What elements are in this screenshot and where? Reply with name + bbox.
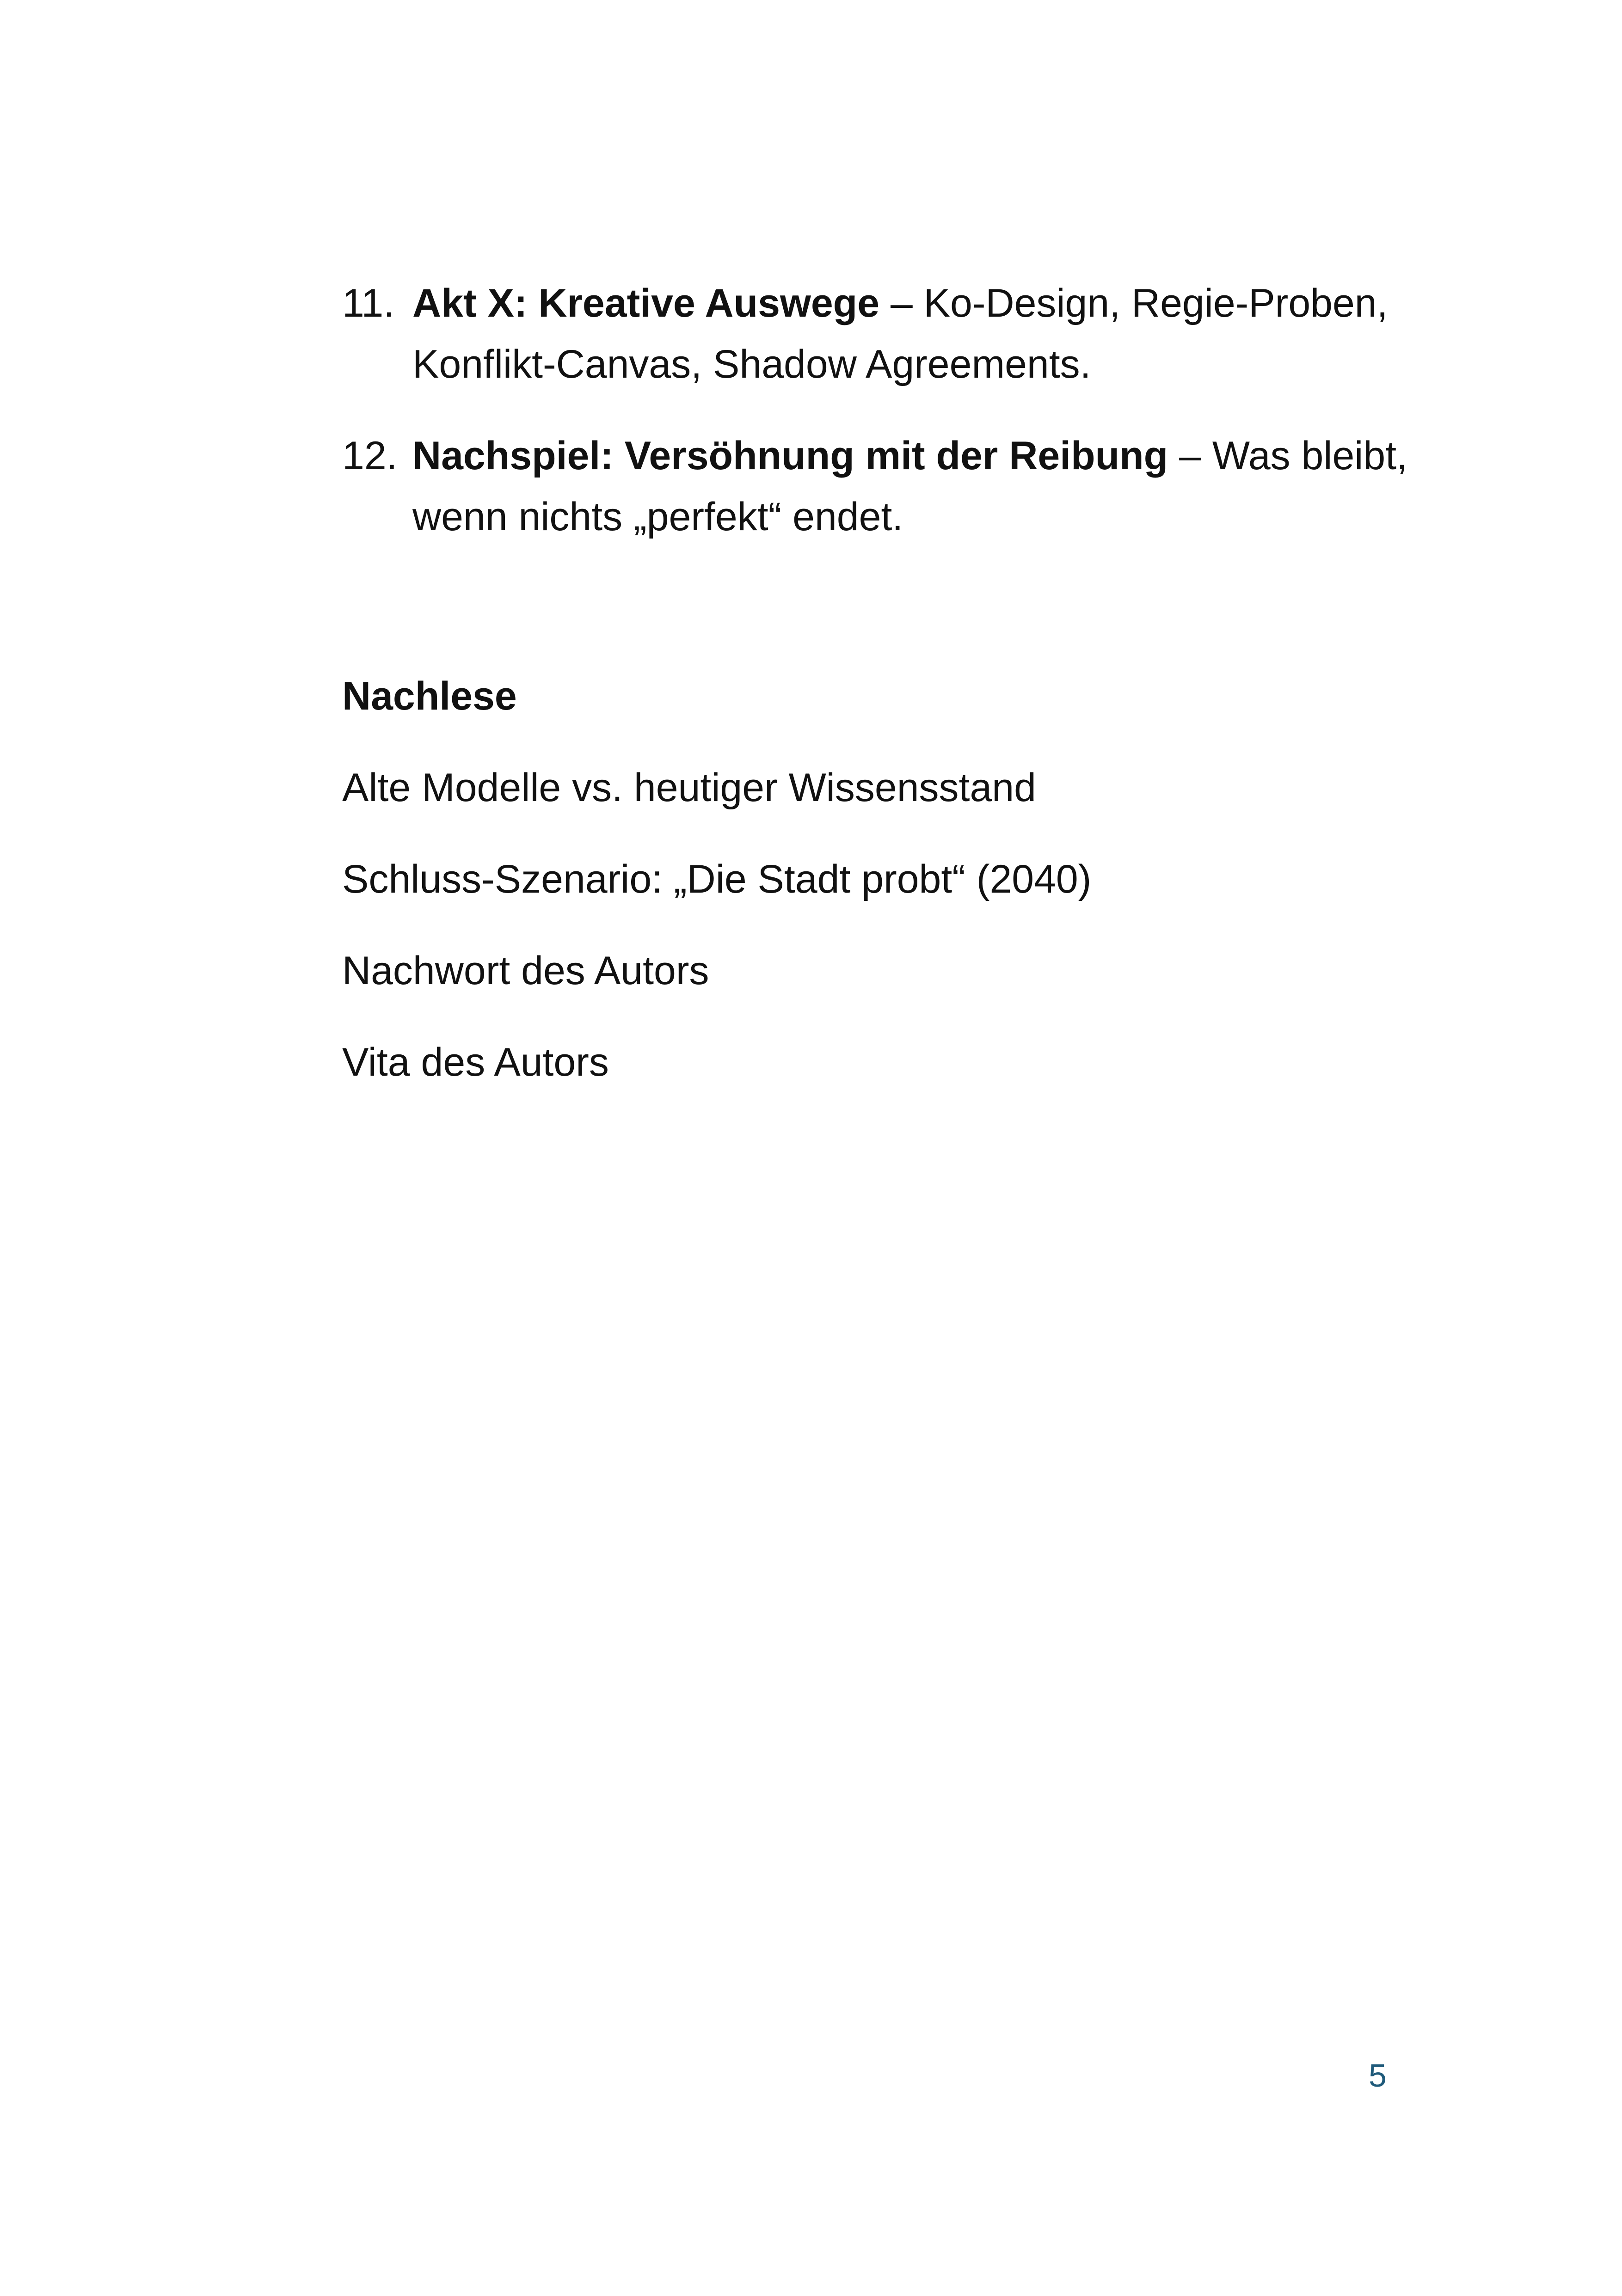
chapter-number: 11. — [342, 281, 395, 325]
section-entry: Vita des Autors — [342, 1040, 609, 1084]
chapter-title: Akt X: Kreative Auswege — [412, 281, 880, 325]
chapter-description: – Ko-Design, Regie-Proben, Konflikt-Canvas, Shadow Agreements. — [412, 281, 1388, 386]
nachlese-section — [342, 666, 1419, 1123]
page-number: 5 — [1369, 2057, 1387, 2094]
chapter-list — [342, 273, 1419, 578]
section-entry: Nachwort des Autors — [342, 949, 709, 993]
section-entry: Alte Modelle vs. heutiger Wissensstand — [342, 765, 1036, 810]
section-heading: Nachlese — [342, 674, 517, 718]
section-entry: Schluss-Szenario: „Die Stadt probt“ (2040) — [342, 857, 1092, 901]
chapter-title: Nachspiel: Versöhnung mit der Reibung — [412, 434, 1168, 478]
chapter-item — [342, 425, 1419, 547]
chapter-description: – Was bleibt, wenn nichts „perfekt“ endet. — [412, 434, 1408, 539]
chapter-item — [342, 273, 1419, 395]
chapter-number: 12. — [342, 434, 398, 478]
